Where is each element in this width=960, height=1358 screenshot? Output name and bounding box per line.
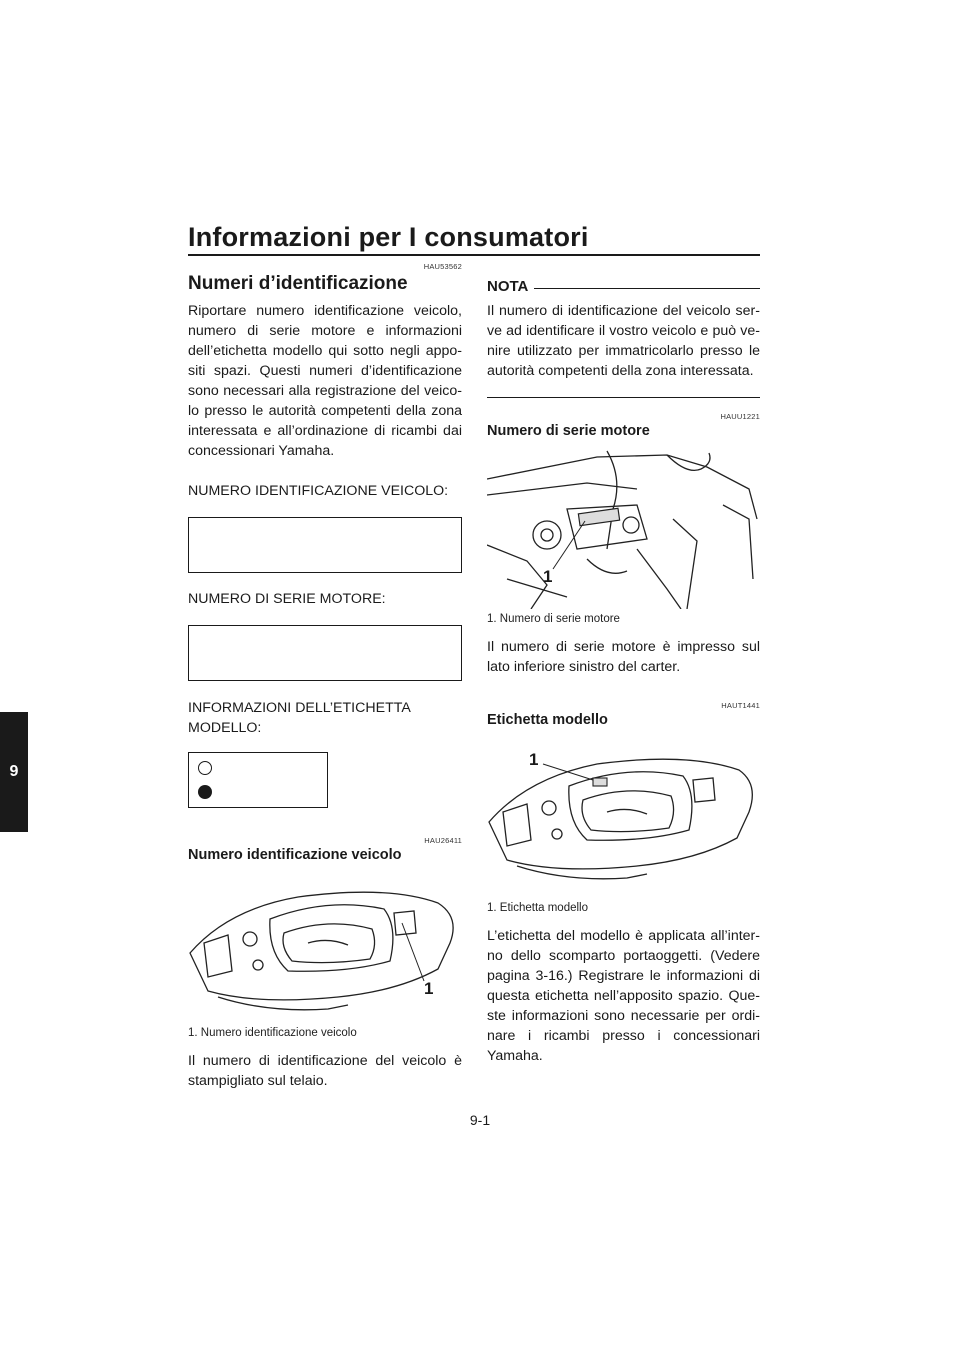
note-rule	[534, 288, 760, 289]
scooter-storage-illustration	[188, 873, 462, 1023]
engine-number-label: NUMERO DI SERIE MOTORE:	[188, 591, 386, 607]
section-heading: Numeri d’identificazione	[188, 273, 408, 294]
note-end-rule	[487, 397, 760, 398]
vin-entry-box	[188, 517, 462, 573]
model-label-entry-box	[188, 752, 328, 808]
right-column	[487, 262, 760, 1066]
intro-paragraph: Riportare numero identificazione veicolo, numero di serie motore e informazioni dell’etichetta modello qui sotto negli appo-siti spazi. Questi numeri d’identificazione sono necessari alla registrazione del veico-lo presso le autorità competenti della zona interessata e all’ordinazione di ricambi dai concessionari Yamaha.	[188, 303, 462, 459]
note-header	[487, 278, 760, 295]
page-title: Informazioni per I consumatori	[188, 222, 589, 252]
left-column	[188, 262, 462, 1091]
figure-caption: 1. Numero identificazione veicolo	[188, 1027, 357, 1039]
vin-figure	[188, 873, 462, 1023]
engine-illustration	[487, 449, 760, 609]
section-code: HAUT1441	[721, 701, 760, 710]
figure-caption: 1. Etichetta modello	[487, 902, 589, 914]
model-label-line2: MODELLO:	[188, 720, 262, 736]
engine-figure	[487, 449, 760, 609]
scooter-storage-illustration	[487, 738, 760, 898]
figure-caption: 1. Numero di serie motore	[487, 613, 620, 625]
label-subheading: Etichetta modello	[487, 712, 608, 728]
model-label-line1: INFORMAZIONI DELL’ETICHETTA	[188, 700, 411, 716]
figure-callout: 1	[424, 979, 434, 998]
section-code: HAU26411	[424, 836, 462, 845]
vin-label: NUMERO IDENTIFICAZIONE VEICOLO:	[188, 483, 449, 499]
note-paragraph: Il numero di identificazione del veicolo ser-ve ad identificare il vostro veicolo e può ve-nire utilizzato per immatricolarlo presso le autorità competenti della zona interessata.	[487, 303, 760, 379]
label-paragraph: L’etichetta del modello è applicata all’inter-no dello scomparto portaoggetti. (Vedere pagina 3-16.) Registrare le informazioni di questa etichetta nell’apposito spazio. Que-ste informazioni sono necessarie per ordi-nare i ricambi presso i concessionari Yamaha.	[487, 928, 760, 1064]
open-circle-icon	[198, 761, 212, 775]
vin-subheading: Numero identificazione veicolo	[188, 847, 402, 863]
filled-circle-icon	[198, 785, 212, 799]
page-number: 9-1	[469, 1112, 491, 1128]
model-label-figure	[487, 738, 760, 898]
engine-entry-box	[188, 625, 462, 681]
figure-callout: 1	[543, 567, 553, 586]
note-title: NOTA	[487, 278, 529, 295]
engine-subheading: Numero di serie motore	[487, 423, 650, 439]
vin-paragraph: Il numero di identificazione del veicolo è stampigliato sul telaio.	[188, 1053, 462, 1089]
section-code: HAU53562	[423, 262, 462, 271]
engine-paragraph: Il numero di serie motore è impresso sul lato inferiore sinistro del carter.	[487, 639, 760, 675]
title-rule	[188, 254, 760, 256]
figure-callout: 1	[529, 750, 539, 769]
chapter-tab	[0, 712, 28, 832]
section-code: HAUU1221	[720, 412, 760, 421]
chapter-number: 9	[9, 763, 19, 780]
